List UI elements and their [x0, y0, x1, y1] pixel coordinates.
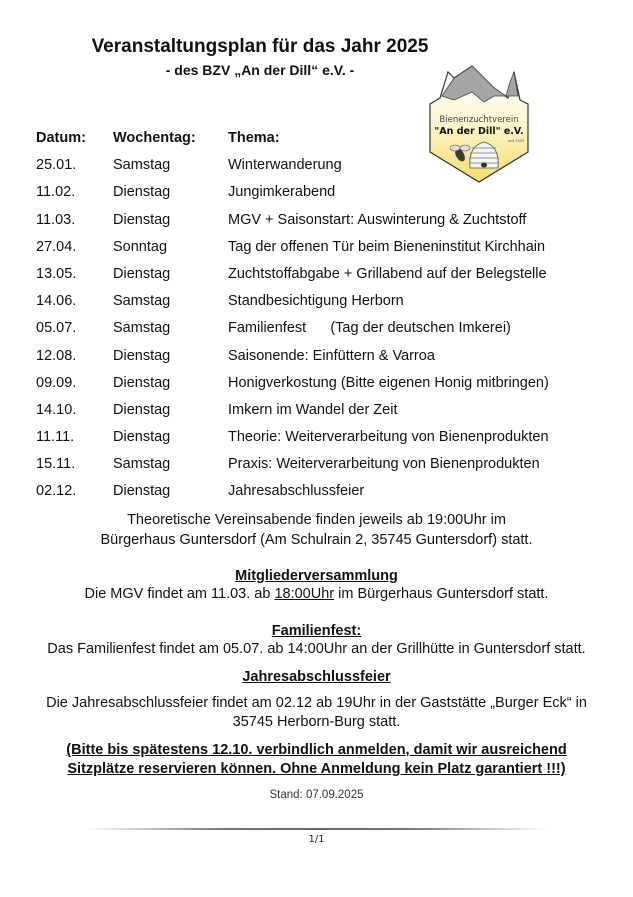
- familienfest-heading: Familienfest:: [271, 623, 362, 639]
- row-topic: Standbesichtigung Herborn: [228, 293, 404, 310]
- row-topic: Praxis: Weiterverarbeitung von Bienenprodukten: [228, 456, 540, 473]
- row-topic: Imkern im Wandel der Zeit: [228, 401, 398, 418]
- jahresabschlussfeier-text-line2: 35745 Herborn-Burg statt.: [232, 714, 401, 730]
- row-topic: Honigverkostung (Bitte eigenen Honig mitbringen): [228, 374, 549, 391]
- events-table: [36, 130, 596, 511]
- table-row: [36, 266, 596, 293]
- theory-evenings-note-line1: Theoretische Vereinsabende finden jeweils ab 19:00Uhr im: [127, 512, 506, 528]
- row-date: 25.01.: [36, 157, 77, 174]
- page-number: 1/1: [308, 834, 325, 845]
- table-row: [36, 483, 596, 510]
- table-row: [36, 212, 596, 239]
- stand-date: Stand: 07.09.2025: [269, 789, 364, 801]
- row-weekday: Samstag: [113, 157, 171, 174]
- table-row: [36, 375, 596, 402]
- row-weekday: Samstag: [113, 320, 171, 337]
- table-row: [36, 157, 596, 184]
- mgv-text-before: Die MGV findet am 11.03. ab: [84, 586, 275, 602]
- row-date: 14.06.: [36, 293, 77, 310]
- table-row: [36, 184, 596, 211]
- row-weekday: Dienstag: [113, 483, 171, 500]
- row-date: 05.07.: [36, 320, 77, 337]
- row-weekday: Samstag: [113, 293, 171, 310]
- mgv-time: 18:00Uhr: [274, 586, 335, 602]
- row-date: 11.02.: [36, 184, 76, 201]
- title-text: Veranstaltungsplan für das Jahr 2025: [91, 36, 429, 57]
- row-weekday: Dienstag: [113, 211, 171, 228]
- row-date: 09.09.: [36, 374, 77, 391]
- row-date: 27.04.: [36, 238, 77, 255]
- jahresabschlussfeier-text-line1: Die Jahresabschlussfeier findet am 02.12 ab 19Uhr in der Gaststätte „Burger Eck“ in: [46, 695, 587, 711]
- mgv-text: [0, 586, 633, 602]
- registration-note-line2: Sitzplätze reservieren können. Ohne Anmeldung kein Platz garantiert !!!): [67, 761, 566, 777]
- table-row: [36, 429, 596, 456]
- jahresabschlussfeier-heading: Jahresabschlussfeier: [242, 669, 391, 685]
- table-row: [36, 348, 596, 375]
- mgv-text-after: im Bürgerhaus Guntersdorf statt.: [334, 586, 549, 602]
- table-row: [36, 293, 596, 320]
- row-topic: Saisonende: Einfüttern & Varroa: [228, 347, 435, 364]
- row-date: 12.08.: [36, 347, 77, 364]
- row-topic: Tag der offenen Tür beim Bieneninstitut Kirchhain: [228, 238, 546, 255]
- row-date: 15.11.: [36, 456, 76, 473]
- row-topic: MGV + Saisonstart: Auswinterung & Zuchtstoff: [228, 211, 527, 228]
- row-date: 14.10.: [36, 401, 77, 418]
- header-date: Datum:: [36, 130, 86, 146]
- theory-evenings-note-line2: Bürgerhaus Guntersdorf (Am Schulrain 2, 35745 Guntersdorf) statt.: [100, 532, 533, 548]
- row-date: 11.03.: [36, 211, 76, 228]
- table-header: [36, 130, 596, 157]
- row-weekday: Dienstag: [113, 184, 171, 201]
- row-topic: Jahresabschlussfeier: [228, 483, 365, 500]
- table-row: [36, 239, 596, 266]
- page-subtitle: - des BZV „An der Dill“ e.V. -: [165, 62, 355, 78]
- row-topic: Theorie: Weiterverarbeitung von Bienenprodukten: [228, 429, 549, 446]
- row-weekday: Dienstag: [113, 347, 171, 364]
- table-row: [36, 402, 596, 429]
- row-weekday: Dienstag: [113, 429, 171, 446]
- row-date: 02.12.: [36, 483, 77, 500]
- row-topic: Familienfest (Tag der deutschen Imkerei): [228, 320, 511, 337]
- mgv-heading: Mitgliederversammlung: [235, 568, 398, 584]
- row-topic: Zuchtstoffabgabe + Grillabend auf der Belegstelle: [228, 265, 547, 282]
- row-weekday: Dienstag: [113, 401, 171, 418]
- row-weekday: Samstag: [113, 456, 171, 473]
- row-weekday: Dienstag: [113, 265, 171, 282]
- table-row: [36, 320, 596, 347]
- row-weekday: Dienstag: [113, 374, 171, 391]
- registration-note-line1: (Bitte bis spätestens 12.10. verbindlich anmelden, damit wir ausreichend: [66, 742, 567, 758]
- header-topic: Thema:: [228, 130, 280, 146]
- row-date: 11.11.: [36, 429, 75, 446]
- table-row: [36, 456, 596, 483]
- svg-text:"An der Dill" e.V.: "An der Dill" e.V.: [434, 126, 524, 137]
- row-topic: Jungimkerabend: [228, 184, 336, 201]
- row-weekday: Sonntag: [113, 238, 168, 255]
- svg-text:seit 1903: seit 1903: [507, 139, 525, 143]
- svg-text:Bienenzuchtverein: Bienenzuchtverein: [439, 115, 519, 125]
- footer-divider: [85, 828, 548, 830]
- row-topic: Winterwanderung: [228, 157, 342, 174]
- row-date: 13.05.: [36, 265, 77, 282]
- familienfest-text: Das Familienfest findet am 05.07. ab 14:00Uhr an der Grillhütte in Guntersdorf statt.: [47, 641, 586, 657]
- header-weekday: Wochentag:: [113, 130, 196, 146]
